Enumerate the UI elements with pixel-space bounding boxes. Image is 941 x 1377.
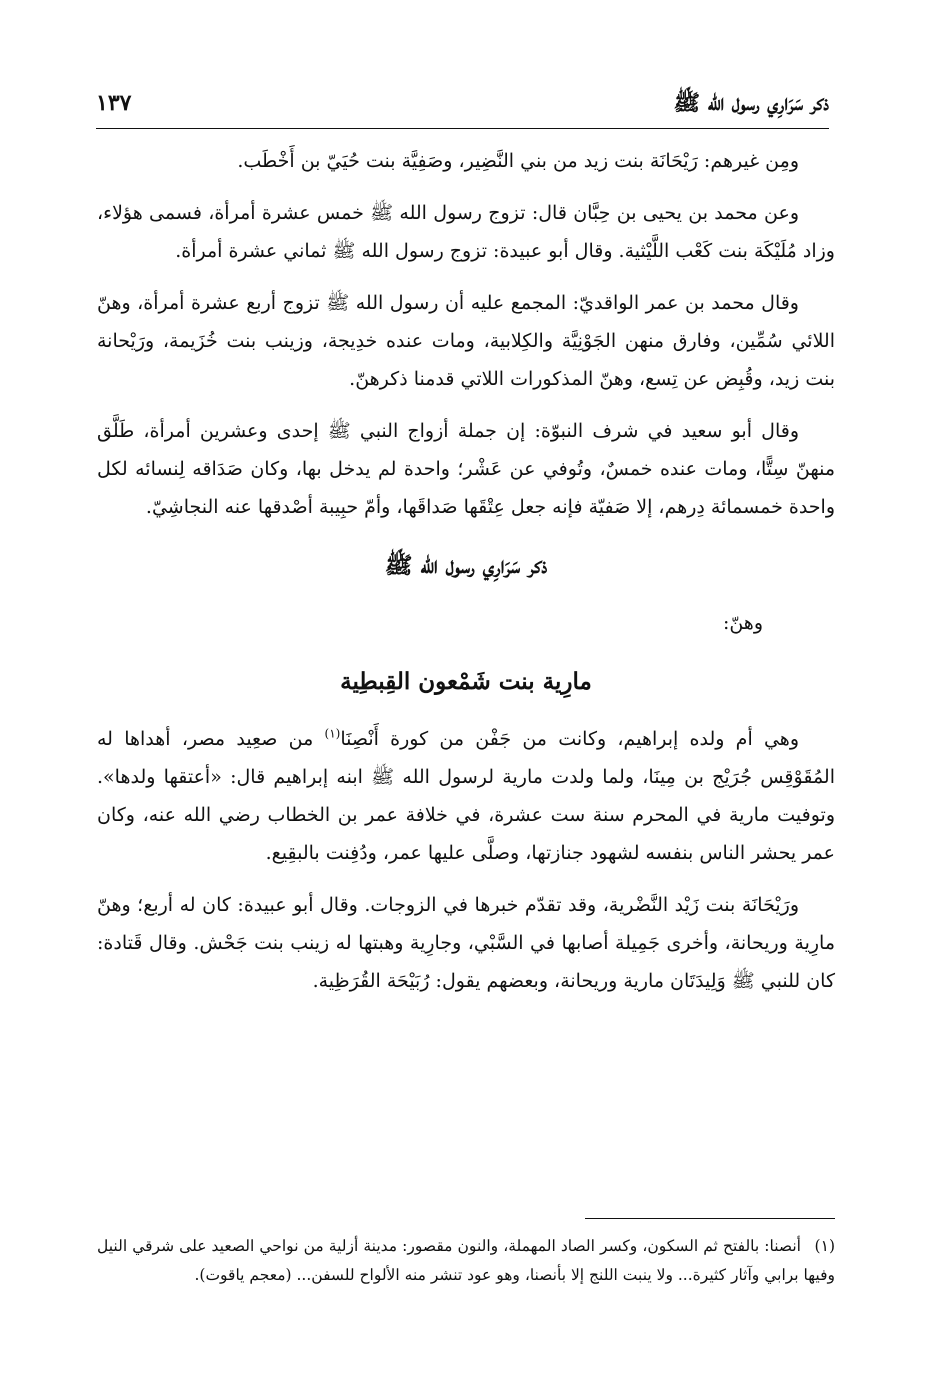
paragraph-rayhana: ورَيْحَانَة بنت زَيْد النَّضْرية، وقد تقدّم خبرها في الزوجات. وقال أبو عبيدة: كان له أربع؛ وهنّ مارِية وريحانة، وأخرى جَمِيلة أصابها في السَّبْي، وجارِية وهبتها له زينب بنت جَحْش. وقال قَتادة: كان للنبي ﷺ وَلِيدَتَان مارية وريحانة، وبعضهم يقول: رُبَيْحَة القُرَظِية. bbox=[97, 894, 835, 992]
footnote-reference: (١) bbox=[324, 726, 341, 741]
footnote-text: أنصنا: بالفتح ثم السكون، وكسر الصاد المهملة، والنون مقصور: مدينة أزلية من نواحي الصعيد على شرقي النيل وفيها برابي وآثار كثيرة... ولا ينبت اللنج إلا بأنصنا، وهو عود تنشر منه الألواح للسفن... (معجم ياقوت). bbox=[97, 1237, 835, 1284]
running-title: ذكر سَرَارِي رسول الله ﷺ bbox=[673, 90, 829, 116]
paragraph-maria bbox=[97, 720, 835, 872]
paragraph-4: وقال أبو سعيد في شرف النبوّة: إن جملة أزواج النبي ﷺ إحدى وعشرين أمرأة، طَلَّق منهنّ سِتًّا، ومات عنده خمسٌ، وتُوفي عن عَشْر؛ واحدة لم يدخل بها، وكان صَدَاقه لِنسائه لكل واحدة خمسمائة دِرهم، إلا صَفيّة فإنه جعل عِتْقَها صَداقَها، وأمّ حبِيبة أصْدقها عنه النجاشِيّ. bbox=[97, 420, 835, 518]
body-text bbox=[97, 142, 835, 1014]
page-number: ١٣٧ bbox=[96, 90, 132, 116]
header-rule bbox=[96, 128, 829, 129]
paragraph-maria-start: وهي أم ولده إبراهيم، وكانت من جَفْن من كورة أَنْصِنَا bbox=[340, 728, 799, 750]
paragraph-3: وقال محمد بن عمر الواقديّ: المجمع عليه أن رسول الله ﷺ تزوج أربع عشرة أمرأة، وهنّ اللائي سُمِّين، وفارق منهن الجَوْنِيَّة والكِلابية، ومات عنده خدِيجة، وزينب بنت خُزَيمة، ورَيْحانة بنت زيد، وقُبِض عن تِسع، وهنّ المذكورات اللاتي قدمنا ذكرهنّ. bbox=[97, 292, 835, 390]
subsection-title: مارِية بنت شَمْعون القِبطِية bbox=[340, 668, 592, 695]
running-header bbox=[96, 88, 829, 128]
section-title: ذكر سَرَارِي رسول الله ﷺ bbox=[384, 552, 548, 579]
footnote-marker: (١) bbox=[814, 1237, 835, 1255]
paragraph-2: وعن محمد بن يحيى بن حِبَّان قال: تزوج رسول الله ﷺ خمس عشرة أمرأة، فسمى هؤلاء، وزاد مُلَيْكَة بنت كَعْب اللَّيْثية. وقال أبو عبيدة: تزوج رسول الله ﷺ ثماني عشرة أمرأة. bbox=[97, 202, 835, 262]
paragraph-1: ومِن غيرهم: رَيْحَانَة بنت زيد من بني النَّضِير، وصَفِيَّة بنت حُيَيّ بن أَخْطَب. bbox=[237, 150, 799, 172]
footnote-rule bbox=[585, 1218, 835, 1219]
section-intro: وهنّ: bbox=[722, 612, 763, 634]
paragraph-maria-rest: من صعِيد مصر، أهداها له المُقَوْقِس جُرَيْج بن مِينَا، ولما ولدت مارية لرسول الله ﷺ ابنه إبراهيم قال: «أعتقها ولدها». وتوفيت مارية في المحرم سنة ست عشرة، في خلافة عمر بن الخطاب رضي الله عنه، وكان عمر يحشر الناس بنفسه لشهود جنازتها، وصلَّى عليها عمر، ودُفِنت بالبقِيع. bbox=[97, 728, 835, 864]
footnote bbox=[97, 1232, 835, 1290]
